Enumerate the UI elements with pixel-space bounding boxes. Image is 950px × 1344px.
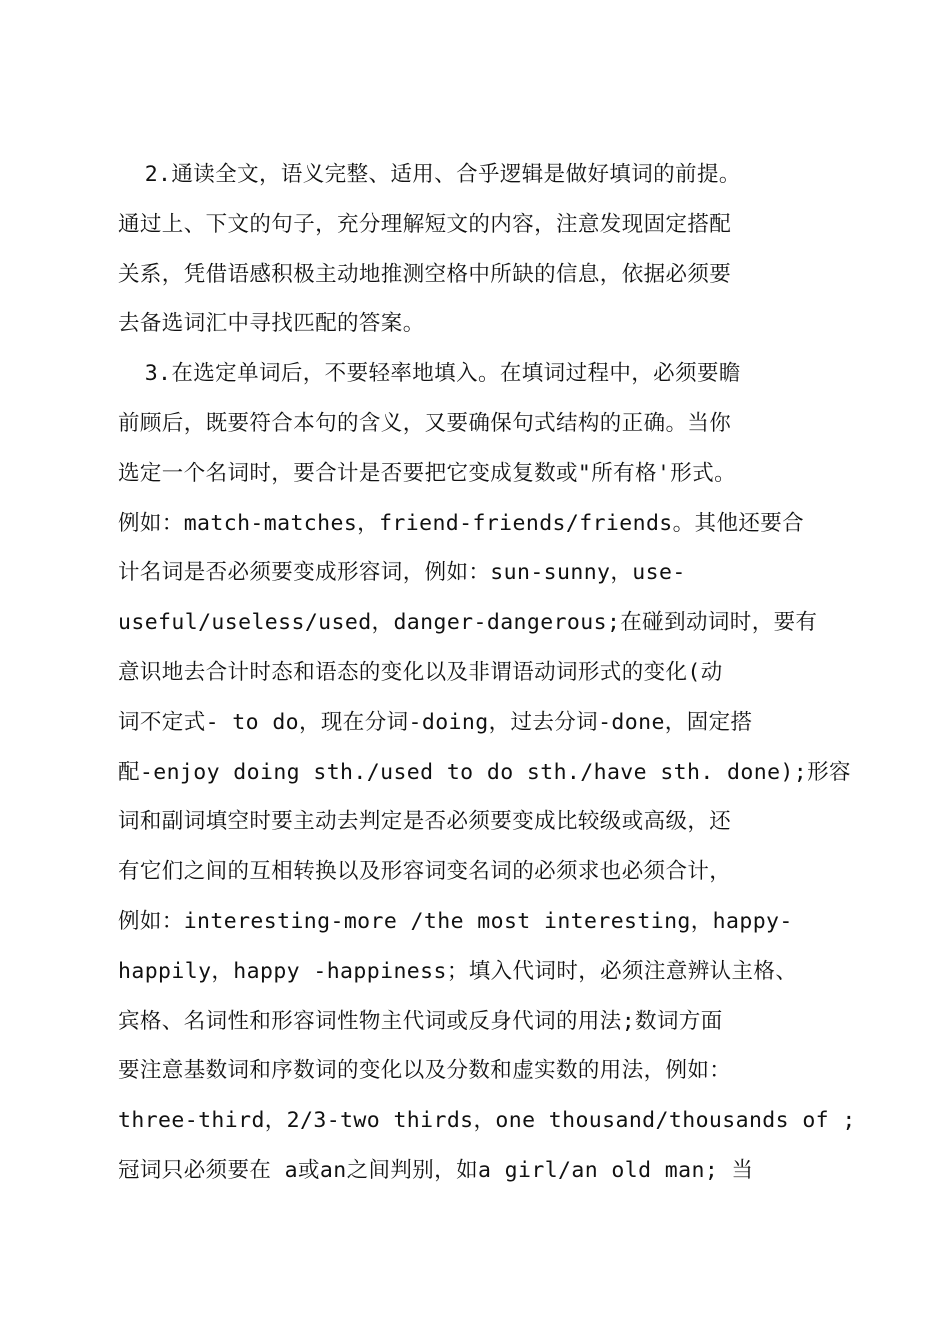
text-line: 通过上、下文的句子，充分理解短文的内容，注意发现固定搭配 xyxy=(118,211,732,237)
text-line: 要注意基数词和序数词的变化以及分数和虚实数的用法，例如： xyxy=(118,1058,732,1084)
text-line: 3.在选定单词后，不要轻率地填入。在填词过程中，必须要瞻 xyxy=(118,361,741,387)
text-line: happily，happy -happiness；填入代词时，必须注意辨认主格、 xyxy=(118,958,798,984)
text-line: 词和副词填空时要主动去判定是否必须要变成比较级或高级，还 xyxy=(118,809,732,835)
text-line: 选定一个名词时，要合计是否要把它变成复数或"所有格'形式。 xyxy=(118,460,736,486)
text-line: 宾格、名词性和形容词性物主代词或反身代词的用法;数词方面 xyxy=(118,1008,723,1034)
text-line: 例如：match-matches，friend-friends/friends。其他还要合 xyxy=(118,510,805,536)
text-line: 关系，凭借语感积极主动地推测空格中所缺的信息，依据必须要 xyxy=(118,261,732,287)
body-text xyxy=(118,150,856,1196)
text-line: 前顾后，既要符合本句的含义，又要确保句式结构的正确。当你 xyxy=(118,410,732,436)
text-line: 计名词是否必须要变成形容词，例如：sun-sunny，use- xyxy=(118,560,686,586)
text-line: 有它们之间的互相转换以及形容词变名词的必须求也必须合计， xyxy=(118,859,732,885)
text-line: 去备选词汇中寻找匹配的答案。 xyxy=(118,311,425,337)
text-line: 词不定式- to do，现在分词-doing，过去分词-done，固定搭 xyxy=(118,709,753,735)
text-line: 例如：interesting-more /the most interesting，happy- xyxy=(118,908,793,934)
text-line: 配-enjoy doing sth./used to do sth./have sth. done);形容 xyxy=(118,759,851,785)
text-line: 冠词只必须要在 a或an之间判别，如a girl/an old man; 当 xyxy=(118,1157,754,1183)
text-line: 意识地去合计时态和语态的变化以及非谓语动词形式的变化(动 xyxy=(118,659,723,685)
text-line: 2.通读全文，语义完整、适用、合乎逻辑是做好填词的前提。 xyxy=(118,162,741,187)
text-line: useful/useless/used，danger-dangerous;在碰到动词时，要有 xyxy=(118,610,818,636)
text-line: three-third，2/3-two thirds，one thousand/thousands of ; xyxy=(118,1108,856,1134)
